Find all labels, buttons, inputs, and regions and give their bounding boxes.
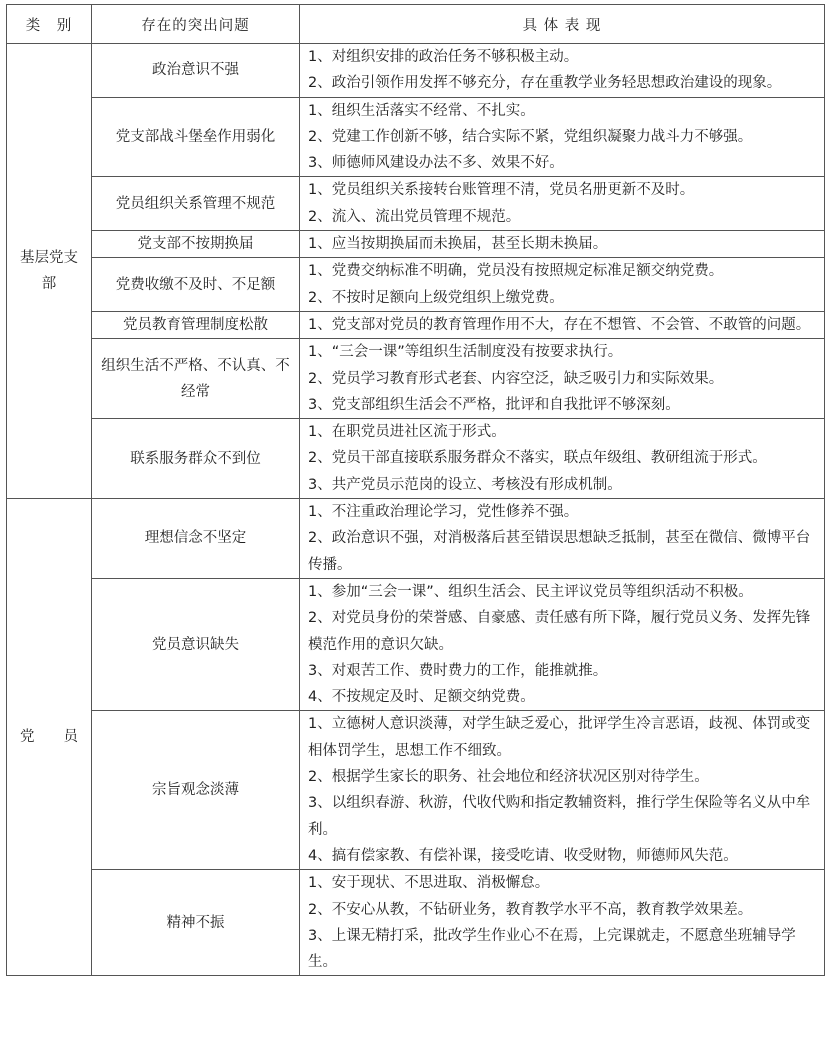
- detail-line: 1、党费交纳标准不明确，党员没有按照规定标准足额交纳党费。: [308, 263, 724, 280]
- detail-line: 2、根据学生家长的职务、社会地位和经济状况区别对待学生。: [308, 769, 709, 786]
- detail-cell: [300, 97, 825, 177]
- detail-cell: [300, 578, 825, 710]
- detail-line: 2、对党员身份的荣誉感、自豪感、责任感有所下降，履行党员义务、发挥先锋模范作用的意识欠缺。: [308, 610, 811, 653]
- category-cell: 党 员: [7, 499, 92, 976]
- detail-line: 1、参加“三会一课”、组织生活会、民主评议党员等组织活动不积极。: [308, 583, 753, 600]
- detail-cell: [300, 870, 825, 976]
- detail-line: 1、党员组织关系接转台账管理不清，党员名册更新不及时。: [308, 182, 695, 199]
- detail-cell: [300, 711, 825, 870]
- problem-cell: 党员教育管理制度松散: [92, 311, 300, 338]
- problem-table: [6, 4, 825, 976]
- problem-cell: 宗旨观念淡薄: [92, 711, 300, 870]
- detail-line: 2、不按时足额向上级党组织上缴党费。: [308, 289, 564, 306]
- table-row: [7, 578, 825, 710]
- detail-line: 3、师德师风建设办法不多、效果不好。: [308, 155, 564, 172]
- problem-cell: 组织生活不严格、不认真、不经常: [92, 339, 300, 419]
- table-header-row: [7, 5, 825, 44]
- detail-line: 2、党员学习教育形式老套、内容空泛，缺乏吸引力和实际效果。: [308, 370, 724, 387]
- table-row: [7, 870, 825, 976]
- detail-line: 1、“三会一课”等组织生活制度没有按要求执行。: [308, 344, 623, 361]
- problem-cell: 党员意识缺失: [92, 578, 300, 710]
- detail-line: 1、党支部对党员的教育管理作用不大，存在不想管、不会管、不敢管的问题。: [308, 316, 811, 333]
- header-detail: 具 体 表 现: [300, 5, 825, 44]
- detail-line: 2、流入、流出党员管理不规范。: [308, 208, 521, 225]
- table-row: [7, 258, 825, 312]
- detail-line: 1、安于现状、不思进取、消极懈怠。: [308, 875, 550, 892]
- table-body: [7, 44, 825, 976]
- detail-cell: [300, 339, 825, 419]
- detail-line: 1、组织生活落实不经常、不扎实。: [308, 102, 535, 119]
- detail-line: 3、党支部组织生活会不严格，批评和自我批评不够深刻。: [308, 396, 680, 413]
- detail-line: 1、应当按期换届而未换届，甚至长期未换届。: [308, 236, 608, 253]
- detail-line: 4、搞有偿家教、有偿补课，接受吃请、收受财物，师德师风失范。: [308, 847, 738, 864]
- detail-line: 2、政治意识不强，对消极落后甚至错误思想缺乏抵制，甚至在微信、微博平台传播。: [308, 530, 811, 573]
- table-row: [7, 419, 825, 499]
- problem-cell: 精神不振: [92, 870, 300, 976]
- detail-line: 1、在职党员进社区流于形式。: [308, 424, 506, 441]
- category-cell: 基层党支部: [7, 44, 92, 499]
- table-row: [7, 231, 825, 258]
- detail-cell: [300, 44, 825, 98]
- problem-cell: 联系服务群众不到位: [92, 419, 300, 499]
- detail-line: 3、对艰苦工作、费时费力的工作，能推就推。: [308, 662, 608, 679]
- detail-line: 3、上课无精打采，批改学生作业心不在焉，上完课就走，不愿意坐班辅导学生。: [308, 927, 796, 971]
- detail-line: 1、立德树人意识淡薄，对学生缺乏爱心，批评学生冷言恶语，歧视、体罚或变相体罚学生，思想工作不细致。: [308, 716, 811, 759]
- table-row: [7, 499, 825, 579]
- detail-cell: [300, 177, 825, 231]
- problem-table-document: [6, 4, 824, 976]
- detail-line: 1、不注重政治理论学习，党性修养不强。: [308, 504, 579, 521]
- detail-line: 2、不安心从教，不钻研业务，教育教学水平不高，教育教学效果差。: [308, 901, 753, 918]
- detail-line: 1、对组织安排的政治任务不够积极主动。: [308, 49, 579, 65]
- problem-cell: 理想信念不坚定: [92, 499, 300, 579]
- detail-cell: [300, 258, 825, 312]
- problem-cell: 政治意识不强: [92, 44, 300, 98]
- detail-line: 4、不按规定及时、足额交纳党费。: [308, 689, 535, 706]
- table-row: [7, 44, 825, 98]
- table-row: [7, 339, 825, 419]
- problem-cell: 党员组织关系管理不规范: [92, 177, 300, 231]
- table-row: [7, 177, 825, 231]
- table-row: [7, 311, 825, 338]
- detail-line: 2、政治引领作用发挥不够充分，存在重教学业务轻思想政治建设的现象。: [308, 75, 782, 92]
- detail-line: 3、共产党员示范岗的设立、考核没有形成机制。: [308, 476, 622, 493]
- header-problem: 存在的突出问题: [92, 5, 300, 44]
- detail-cell: [300, 499, 825, 579]
- detail-cell: [300, 419, 825, 499]
- problem-cell: 党支部战斗堡垒作用弱化: [92, 97, 300, 177]
- detail-line: 3、以组织春游、秋游，代收代购和指定教辅资料，推行学生保险等名义从中牟利。: [308, 795, 811, 838]
- problem-cell: 党支部不按期换届: [92, 231, 300, 258]
- detail-cell: [300, 311, 825, 338]
- table-row: [7, 97, 825, 177]
- detail-cell: [300, 231, 825, 258]
- problem-cell: 党费收缴不及时、不足额: [92, 258, 300, 312]
- table-row: [7, 711, 825, 870]
- detail-line: 2、党员干部直接联系服务群众不落实，联点年级组、教研组流于形式。: [308, 450, 767, 467]
- header-category: 类 别: [7, 5, 92, 44]
- detail-line: 2、党建工作创新不够，结合实际不紧，党组织凝聚力战斗力不够强。: [308, 128, 753, 145]
